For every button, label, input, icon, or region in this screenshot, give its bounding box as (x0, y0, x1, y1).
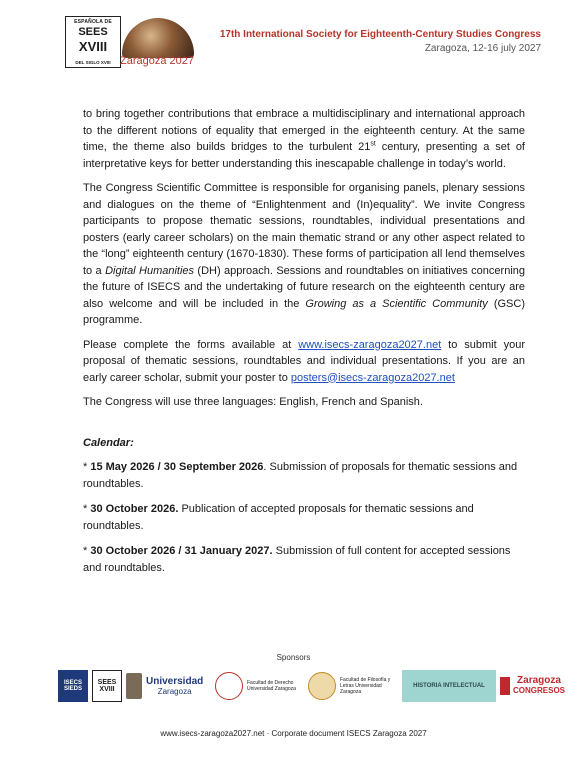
paragraph-committee-text-a: The Congress Scientific Committee is responsible for organising panels, plenary sessions and dialogues on the theme of “Enlightenment and (In)equality”. We invite Congress participants to propose thematic sessions, roundtables, individual presentations and posters (early career scholars) on the main thematic strand or any other aspect related to the “long” eighteenth century (1670-1830). These forms of participation all lend themselves to a (83, 182, 525, 277)
paragraph-languages: The Congress will use three languages: English, French and Spanish. (83, 396, 423, 408)
calendar-item (83, 459, 525, 492)
paragraph-intro (83, 106, 525, 172)
paragraph-intro-text-a: to bring together contributions that embrace a multidisciplinary and international approach to the different notions of equality that emerged in the eighteenth century. At the same time, the theme also builds bridges to the turbulent 21 (83, 108, 525, 153)
derecho-text: Facultad de Derecho Universidad Zaragoza (247, 680, 296, 692)
paragraph-forms-text-a: Please complete the forms available at (83, 338, 299, 351)
posters-email-link[interactable]: posters@isecs-zaragoza2027.net (290, 371, 455, 384)
superscript-st: st (370, 140, 376, 148)
logo-sees-text: SEES (78, 26, 108, 38)
sponsor-logos (58, 670, 578, 704)
logo-city-text: Zaragoza 2027 (120, 55, 194, 67)
logo-bottom-text: DEL SIGLO XVIII (75, 60, 111, 65)
facultad-filosofia-logo (308, 670, 398, 702)
sees-sponsor-logo: SEES XVIII (92, 670, 122, 702)
universidad-zaragoza-logo (126, 670, 212, 702)
unizar-city: Zaragoza (157, 687, 192, 696)
zgz-name: Zaragoza (517, 675, 561, 686)
university-crest-icon (126, 673, 142, 699)
calendar-item (83, 501, 525, 534)
calendar-item (83, 543, 525, 576)
isecs-logo: ISECS SIEDS (58, 670, 88, 702)
lion-icon (500, 677, 510, 695)
zaragoza-congresos-logo (500, 670, 572, 702)
calendar-date: 30 October 2026. (90, 503, 179, 515)
calendar-title: Calendar: (83, 436, 134, 449)
paragraph-committee-text-c: (GSC) programme. (83, 297, 525, 326)
filosofia-seal-icon (308, 672, 336, 700)
website-link[interactable]: www.isecs-zaragoza2027.net (298, 338, 442, 351)
calendar-bullet: * (83, 545, 91, 557)
header-subtitle: Zaragoza, 12-16 july 2027 (424, 43, 541, 54)
page-header (0, 0, 587, 80)
calendar-date: 30 October 2026 / 31 January 2027. (90, 545, 273, 557)
gsc-term: Growing as a Scientific Community (305, 297, 488, 310)
congress-logo-image (122, 18, 194, 58)
calendar-text: . Submission of proposals for thematic sessions and roundtables. (83, 461, 518, 490)
sees-logo (65, 16, 121, 68)
unizar-name: Universidad (146, 676, 204, 687)
facultad-derecho-logo (215, 670, 305, 702)
filosofia-text: Facultad de Filosofía y Letras Universidad Zaragoza (340, 677, 391, 695)
header-title: 17th International Society for Eighteenth-Century Studies Congress (219, 29, 541, 40)
paragraph-forms-text-b: to submit your proposal of thematic sessions, roundtables and individual presentations. If you are an early career scholar, submit your poster to (83, 338, 525, 384)
page-footer: www.isecs-zaragoza2027.net · Corporate document ISECS Zaragoza 2027 (160, 729, 427, 738)
historia-intelectual-logo: HISTORIA INTELECTUAL (402, 670, 496, 702)
paragraph-intro-text-b: century, presenting a set of interpretative keys for better understanding this inescapable challenge in today’s world. (83, 141, 525, 170)
calendar-text: Submission of full content for accepted sessions and roundtables. (83, 545, 511, 574)
digital-humanities-term: Digital Humanities (105, 264, 195, 277)
sponsors-label: Sponsors (276, 653, 311, 662)
paragraph-committee (83, 180, 525, 329)
zgz-congresos: CONGRESOS (513, 686, 566, 695)
calendar-date: 15 May 2026 / 30 September 2026 (90, 461, 264, 473)
calendar-bullet: * (83, 461, 91, 473)
calendar-text: Publication of accepted proposals for thematic sessions and roundtables. (83, 503, 474, 532)
logo-xviii-text: XVIII (78, 39, 108, 54)
paragraph-committee-text-b: (DH) approach. Sessions and roundtables on initiatives concerning the future of ISECS and the undertaking of future research on the eighteenth century are also welcome and will be included in the (83, 264, 526, 310)
document-body (83, 106, 525, 585)
paragraph-forms (83, 337, 525, 387)
logo-top-text: ESPAÑOLA DE (74, 19, 112, 25)
derecho-seal-icon (215, 672, 243, 700)
calendar-bullet: * (83, 503, 91, 515)
